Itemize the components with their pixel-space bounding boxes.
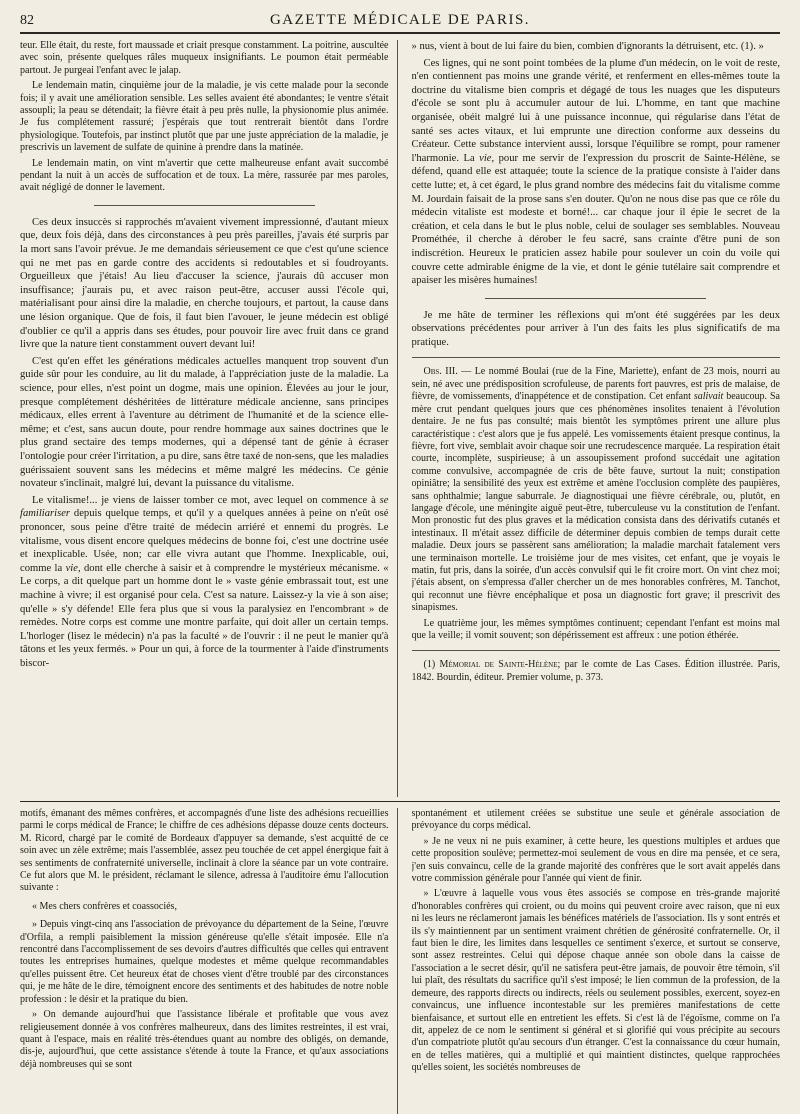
section-rule (94, 205, 315, 206)
paragraph: » nus, vient à bout de lui faire du bien, combien d'ignorants la détruisent, etc. (1). » (411, 41, 764, 52)
italic-run: se familiariser (20, 494, 389, 520)
left-upper-column (20, 40, 398, 797)
footnote (412, 659, 781, 684)
text-run: Ces lignes, qui ne sont point tombées de la plume d'un médecin, on le voit de reste, n'en contiennent pas moins une grande vérité, et renferment en elles-mêmes toute la doctrine du vitalisme bien compris et dégagé de tous les nuages que les disputeurs d'école se sont plu à accumuler autour de lui. L'homme, en tant que machine organisée, obéit malgré lui à une puissance inconnue, qui régularise dans l'état de santé ses actes vitaux, et lui emprunte une direction conforme aux desseins du Créateur. Cette substance intervient aussi, lorsque l'équilibre se rompt, pour ramener l'harmonie. La (411, 57, 780, 164)
paragraph: teur. Elle était, du reste, fort maussade et criait presque constamment. La poitrine, auscultée avec soin, présente quelques râles muqueux insignifiants. Le poumon était perméable partout. Je purgeai l'enfant avec le jalap. (20, 40, 389, 76)
right-lower-column (412, 808, 781, 1114)
paragraph: » L'œuvre à laquelle vous vous êtes associés se compose en très-grande majorité d'honorables confrères qui croient, ou du moins qui peuvent croire avec raison, que ni eux ni les leurs ne réclameront jamais les bénéfices matériels de l'association. Ils y sont entrés et ils s'y maintiennent par un sentiment vraiment chrétien de générosité confraternelle. Or, il faut bien le dire, les limites dans lesquelles ce sentiment s'exerce, et surtout se conserve, sont assez restreintes. Celui qui dépose chaque année son obole dans la caisse de l'association a le secret désir, qu'il ne satisfera peut-être jamais, de pouvoir être témoin, s'il lui plaît, des résultats du sacrifice qu'il s'est imposé; le lien commun de la profession, de la demeure, des rapports directs ou indirects, réels ou seulement possibles, exercent, soyez-en convaincus, une influence incontestable sur les premières manifestations de cette bienfaisance, et surtout elle en entretient les effets. Si c'est là de l'égoïsme, comme on l'a dit, appelez de ce nom le sentiment si général et si glorifié qui vous précipite au secours d'un compatriote plutôt qu'au secours d'un étranger. C'est la connaissance du cœur humain, en de telles matières, qui a multiplié et qui maintient distinctes, quelque rapprochées qu'elles soient, les sociétés nombreuses de (411, 888, 780, 1074)
text-run: — Le nommé Boulai (rue de la Fine, Mariette), enfant de 23 mois, nourri au sein, né avec une prédisposition scrofuleuse, de parents fort pauvres, est pris de malaise, de fièvre, de vomissements, d'inappétence et de constipation. Cet enfant (411, 366, 780, 403)
paragraph-vitalisme (20, 494, 389, 671)
paragraph: motifs, émanant des mêmes confrères, et accompagnés d'une liste des adhésions recueillies parmi le corps médical de France; le chiffre de ces adhésions dépasse douze cents docteurs. M. Ricord, chargé par le comité de Bordeaux d'appuyer sa demande, s'est acquitté de ce soin avec un zèle extrême; mais l'assemblée, assez peu touchée de cet appel énergique fait à ses sentiments de confraternité universelle, inclinait à clore la séance par un vote contraire. Ce fut alors que M. le président, réclamant le silence, adressa à l'auditoire ému l'allocution suivante : (20, 808, 389, 894)
footnote-rule (412, 650, 781, 651)
paragraph: spontanément et utilement créées se substitue une seule et générale association de prévoyance du corps médical. (411, 808, 780, 832)
paragraph: Le quatrième jour, les mêmes symptômes continuent; cependant l'enfant est moins mal que la veille; il vomit souvent; son dépérissement est affreux : une potion éthérée. (411, 617, 780, 641)
italic-run: vie (479, 152, 492, 164)
paragraph: Le lendemain matin, on vint m'avertir que cette malheureuse enfant avait succombé pendant la nuit à un accès de suffocation et de toux. La mère, rassurée par mes paroles, avait négligé de donner le lavement. (20, 157, 389, 194)
paragraph: » Je ne veux ni ne puis examiner, à cette heure, les questions multiples et ardues que cette proposition soulève; permettez-moi seulement de vous en dire ma pensée, et ce sera, j'en suis convaincu, celle de la grande majorité des confrères que le sort avait appelés dans votre commission générale pour l'année qui vient de finir. (411, 835, 780, 885)
italic-run: salivait (693, 391, 724, 403)
italic-run: vie (65, 562, 78, 574)
paragraph: Je me hâte de terminer les réflexions qui m'ont été suggérées par les deux observations précédentes pour arriver à l'un des faits les plus significatifs de ma pratique. (411, 309, 780, 348)
salutation: « Mes chers confrères et coassociés, (32, 900, 177, 912)
text-run: , pour me servir de l'expression du proscrit de Sainte-Hélène, se défend, quand elle est attaquée; toute la science de la pratique consiste à l'aider dans cette lutte; et, à cet égard, le plus grand nombre des médecins fait du vitalisme comme M. Jourdain faisait de la prose sans s'en douter. Qu'on ne nous dise pas que ce rôle du médecin vitaliste est modeste et borné!... car chaque jour il épie le secret de la création, et cela dans le but le plus noble, celui de soulager ses semblables. Nouveau Prométhée, il cherche à dérober le feu sacré, sans crainte d'être puni de son indiscrétion. Heureux le praticien assez habile pour soulever un coin du voile qui couvre cette admirable énigme de la vie, et dont le génie tutélaire sait comprendre et apaiser les misères humaines! (411, 152, 780, 287)
page-header (20, 12, 780, 34)
observation-block (412, 366, 781, 642)
paragraph: C'est qu'en effet les générations médicales actuelles manquent trop souvent d'un guide sûr pour les conduire, au lit du malade, à l'appréciation juste de la maladie. La science, pour elles, n'est point un dogme, mais une opinion. Élevées au jour le jour, presque complétement déshéritées de littérature médicale ancienne, sans principes médicaux, elles errent à l'aventure au détriment de l'humanité et de la science elle-même; et c'est, sans aucun doute, pour rendre hommage aux saines doctrines que le plus grand sectaire des temps modernes, qui a dépensé tant de génie à écraser l'ontologie pour créer l'irritation, a pu dire, sans être taxé de non-sens, que les maladies guérissaient souvent sans les médecins et même malgré les médecins. Ce génie novateur s'inclinait, malgré lui, devant la puissance du vitalisme. (20, 355, 389, 490)
text-run: ; par le comte de Las Cases. Édition illustrée. Paris, 1842. Bourdin, éditeur. Premier volume, p. 373. (411, 659, 780, 683)
running-title: GAZETTE MÉDICALE DE PARIS. (269, 12, 531, 28)
text-run: , dont elle cherche à saisir et à comprendre le mystérieux mécanisme. « Le corps, a dit quelque part un homme dont le » vaste génie embrassait tout, est une machine à vivre; il est organisé pour cela. C'est sa nature. Laissez-y la vie à son aise; qu'elle » s'y défende! Elle fera plus que si vous la paralysiez en l'encombrant » de remèdes. Notre corps est comme une montre parfaite, qui doit aller un certain temps. L'horloger (lisez le médecin) n'a pas la faculté » de l'ouvrir : il ne peut le manier qu'à tâtons et les yeux fermés. » Pour un qui, à force de la tourmenter à l'aide d'instruments biscor- (20, 562, 389, 669)
paragraph: » Depuis vingt-cinq ans l'association de prévoyance du département de la Seine, l'œuvre d'Orfila, a rempli paisiblement la mission généreuse qu'elle s'était imposée. Elle n'a rencontré dans l'accomplissement de ses devoirs d'autres difficultés que celles qui entravent toutes les entreprises humaines, quelque modestes et même quelque recommandables qu'elles puissent être. Cet heureux état de choses vient d'être troublé par des circonstances qui, je me hâte de le dire, témoignent encore des sentiments et des habitudes de notre noble profession : le désir et la pratique du bien. (20, 919, 389, 1005)
text-run: beaucoup. Sa mère crut pendant quelques jours que ces phénomènes insolites tenaient à l'évolution dentaire. Je ne fus pas consulté; mais bientôt les symptômes prirent une allure plus caractéristique : c'est alors que je fus appelé. Les vomissements étaient presque continus, la fièvre, fort vive, semblait avoir chaque soir une recrudescence marquée. La respiration était courte, incomplète, suspirieuse; à un assoupissement profond succédait une agitation comme convulsive, accompagnée de cris de bête fauve, surtout la nuit; constipation opiniâtre; la sensibilité des yeux est extrême et amène l'occlusion complète des paupières, sans ophthalmie; langue saburrale. Je diagnostiquai une fièvre cérébrale, ou, plutôt, en langage d'école, une méningite aiguë peut-être, tuberculeuse vu la constitution de l'enfant. Mon pronostic fut des plus graves et la médication consista dans des dérivatifs cutanés et intestinaux. Il m'était assez difficile de déterminer depuis combien de temps durait cette maladie. Deux jours se passèrent sans amélioration; la maladie marchait fatalement vers une terminaison mortelle. Le troisième jour de mes visites, cet enfant, que je voyais le matin, fut pris, dans la soirée, d'un accès convulsif qui le fit croire mort. On vint chez moi; j'étais absent, on s'empressa d'aller chercher un de mes honorables confrères, M. Tanchot, qui reconnut une fièvre encéphalique et posa un diagnostic fort grave; il prescrivit des sinapismes. (411, 391, 780, 614)
text-run: (1) (423, 659, 440, 671)
left-lower-column (20, 808, 398, 1114)
text-run: depuis quelque temps, et qu'il y a quelques années à peine on n'eût osé prononcer, sous peine d'être traité de médecin arriéré et ennemi du progrès. Le vitalisme, vous disent encore quelques médecins de bonne foi, c'est une doctrine usée et inexplicable. Usée, non; car elle vivra autant que l'homme. Inexplicable, oui, comme la (20, 508, 389, 574)
paragraph: Ces deux insuccès si rapprochés m'avaient vivement impressionné, d'autant mieux que, deux fois déjà, dans des circonstances à peu près pareilles, j'avais été surpris par la mort sans l'avoir prévue. Je me demandais sérieusement ce que c'est qu'une science qui ne met pas en garde contre des accidents si redoutables et si foudroyants. Orgueilleux que j'étais! Au lieu d'accuser la science, j'aurais dû accuser mon insuffisance; j'aurais pu, et avec raison peut-être, accuser aussi l'école qui, matérialisant pour ainsi dire la maladie, en cherche toujours, et partout, la cause dans une lésion organique. Que de fois, il faut bien l'avouer, le jeune médecin est obligé d'oublier ce qu'il a appris dans ses études, pour pouvoir lire avec fruit dans ce grand livre que la nature tient constamment ouvert devant lui! (20, 216, 389, 351)
lower-section (20, 801, 780, 1114)
paragraph: » On demande aujourd'hui que l'assistance libérale et profitable que vous avez religieusement donnée à vos confrères malheureux, dans des limites restreintes, il est vrai, quant à l'espace, mais en réalité très-étendues quant au nombre des obligés, on demande, dis-je, aujourd'hui, que cette assistance s'étende à toute la France, et qu'aux associations déjà nombreuses qui se sont (20, 1009, 389, 1070)
upper-section (20, 40, 780, 797)
right-upper-column (412, 40, 781, 797)
text-run: Le vitalisme!... je viens de laisser tomber ce mot, avec lequel on commence à (32, 494, 380, 506)
section-rule (412, 357, 781, 358)
case-continuation (20, 40, 389, 195)
page-number: 82 (20, 13, 34, 28)
observation-label: Obs. III. (423, 366, 458, 378)
paragraph (412, 57, 781, 288)
footnote-source: Mémorial de Sainte-Hélène (439, 659, 558, 671)
observation-paragraph (412, 366, 781, 614)
paragraph: Le lendemain matin, cinquième jour de la maladie, je vis cette malade pour la seconde fois; il y avait une amélioration sensible. Les selles avaient été abondantes; le ventre s'était assoupli; la peau se détendait; la fièvre était à peu près nulle, la physionomie plus animée. Je fus complétement rassuré; j'espérais que tout rentrerait bientôt dans l'ordre physiologique. Toutefois, par instinct plutôt que par une juste appréciation de la maladie, je prescrivis un lavement de sulfate de quinine à prendre dans la matinée. (20, 80, 389, 154)
section-rule (485, 298, 706, 299)
